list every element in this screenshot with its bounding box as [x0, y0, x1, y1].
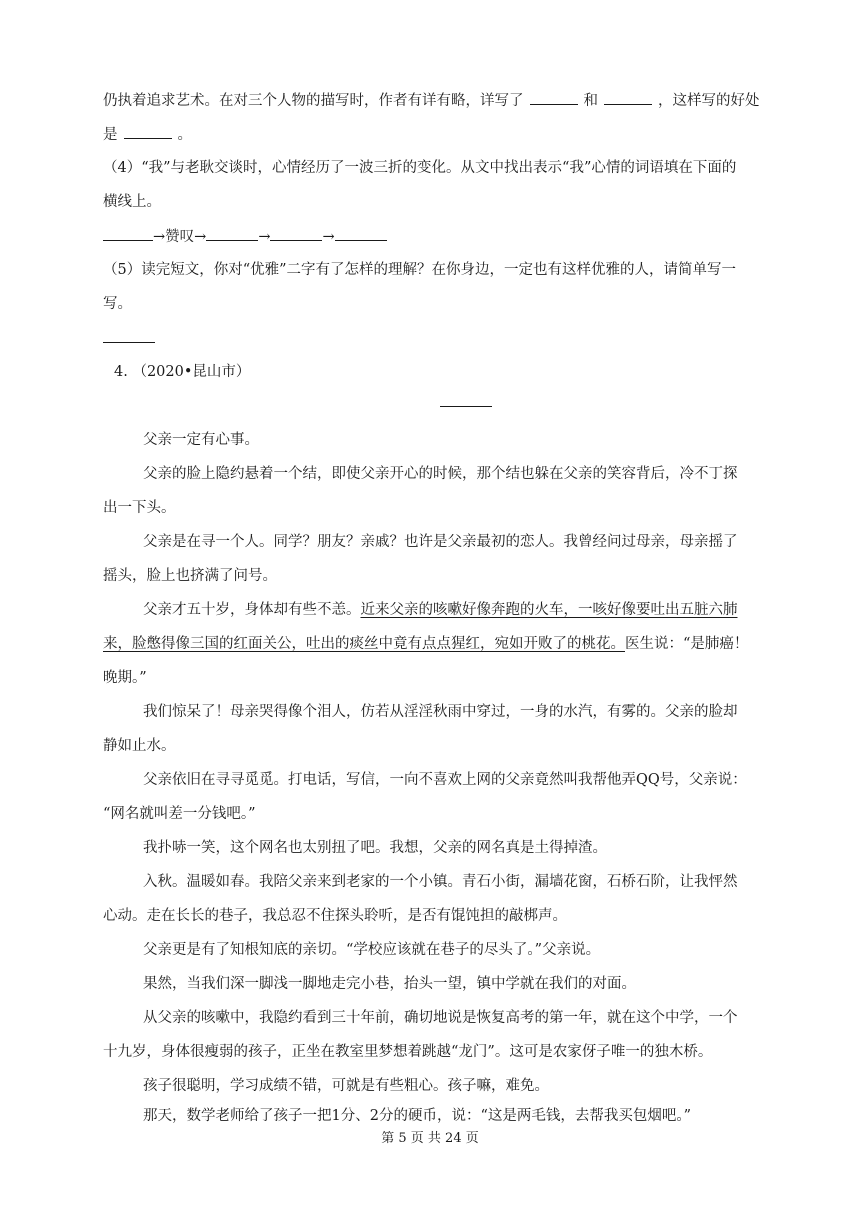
- plain-text: 医生说：“是肺癌！: [625, 636, 749, 652]
- answer-blank[interactable]: [270, 226, 322, 241]
- arrow-text: →: [322, 229, 335, 245]
- paragraph: 父亲一定有心事。: [143, 432, 259, 448]
- q3-text: ，这样写的好处: [658, 93, 760, 109]
- paragraph: 果然，当我们深一脚浅一脚地走完小巷，抬头一望，镇中学就在我们的对面。: [143, 976, 636, 992]
- paragraph-cont: 十九岁，身体很瘦弱的孩子，正坐在教室里梦想着跳越“龙门”。这可是农家伢子唯一的独木桥。: [103, 1044, 713, 1060]
- answer-blank[interactable]: [335, 226, 387, 241]
- paragraph-cont: 静如止水。: [103, 738, 176, 754]
- paragraph: 父亲更是有了知根知底的亲切。“学校应该就在巷子的尽头了。”父亲说。: [143, 942, 601, 958]
- paragraph: 父亲是在寻一个人。同学？朋友？亲戚？也许是父亲最初的恋人。我曾经问过母亲，母亲摇了: [143, 534, 738, 550]
- paragraph-cont: 摇头，脸上也挤满了问号。: [103, 568, 277, 584]
- underlined-sentence: 近来父亲的咳嗽好像奔跑的火车，一咳好像要吐出五脏六肺: [360, 602, 738, 618]
- paragraph: 那天，数学老师给了孩子一把1分、2分的硬币，说：“这是两毛钱，去帮我买包烟吧。”: [143, 1108, 692, 1124]
- paragraph: 父亲的脸上隐约悬着一个结，即使父亲开心的时候，那个结也躲在父亲的笑容背后，冷不丁探: [143, 466, 738, 482]
- paragraph-cont: 心动。走在长长的巷子，我总忍不住探头聆听，是否有馄饨担的敲梆声。: [103, 908, 567, 924]
- paragraph: 我扑哧一笑，这个网名也太别扭了吧。我想，父亲的网名真是土得掉渣。: [143, 840, 607, 856]
- q3-sub4-answer-row: [103, 226, 387, 247]
- q3-text: 是: [103, 127, 118, 143]
- answer-blank[interactable]: [206, 226, 258, 241]
- q3-sub4-line-1: （4）“我”与老耿交谈时，心情经历了一波三折的变化。从文中找出表示“我”心情的词语填在下面的: [103, 160, 737, 176]
- q3-sub5-line-2: 写。: [103, 296, 132, 312]
- paragraph-cont: “网名就叫差一分钱吧。”: [103, 806, 256, 822]
- q3-line-1: [103, 90, 760, 111]
- paragraph: 孩子很聪明，学习成绩不错，可就是有些粗心。孩子嘛，难免。: [143, 1078, 549, 1094]
- q3-text: 仍执着追求艺术。在对三个人物的描写时，作者有详有略，详写了: [103, 93, 524, 109]
- paragraph: 从父亲的咳嗽中，我隐约看到三十年前，确切地说是恢复高考的第一年，就在这个中学，一个: [143, 1010, 738, 1026]
- q3-sub5-line-1: （5）读完短文，你对“优雅”二字有了怎样的理解？在你身边，一定也有这样优雅的人，请简单写一: [103, 262, 737, 278]
- paragraph: 父亲依旧在寻寻觅觅。打电话，写信，一向不喜欢上网的父亲竟然叫我帮他弄QQ号，父亲说：: [143, 772, 747, 788]
- answer-blank[interactable]: [530, 90, 578, 105]
- paragraph: 入秋。温暖如春。我陪父亲来到老家的一个小镇。青石小街，漏墙花窗，石桥石阶，让我怦然: [143, 874, 738, 890]
- paragraph-cont: [103, 634, 748, 654]
- arrow-text: →赞叹→: [153, 229, 207, 245]
- q3-text: 。: [177, 127, 192, 143]
- answer-blank[interactable]: [124, 124, 172, 139]
- answer-blank[interactable]: [604, 90, 652, 105]
- page-footer: 第 5 页 共 24 页: [381, 1131, 479, 1146]
- q3-text: 和: [583, 93, 598, 109]
- paragraph-cont: 晚期。”: [103, 670, 147, 686]
- title-blank[interactable]: [440, 406, 492, 407]
- answer-blank[interactable]: [103, 328, 155, 343]
- q3-sub5-answer-row: [103, 328, 155, 349]
- answer-blank[interactable]: [103, 226, 153, 241]
- q3-sub4-line-2: 横线上。: [103, 194, 161, 210]
- paragraph: [143, 600, 738, 620]
- arrow-text: →: [258, 229, 271, 245]
- plain-text: 父亲才五十岁，身体却有些不恙。: [143, 602, 361, 618]
- underlined-sentence: 来，脸憋得像三国的红面关公，吐出的痰丝中竟有点点猩红，宛如开败了的桃花。: [103, 636, 625, 652]
- paragraph: 我们惊呆了！母亲哭得像个泪人，仿若从淫淫秋雨中穿过，一身的水汽，有雾的。父亲的脸却: [143, 704, 738, 720]
- q3-line-2: [103, 124, 192, 145]
- paragraph-cont: 出一下头。: [103, 500, 176, 516]
- q4-header: 4. （2020•昆山市）: [114, 364, 251, 380]
